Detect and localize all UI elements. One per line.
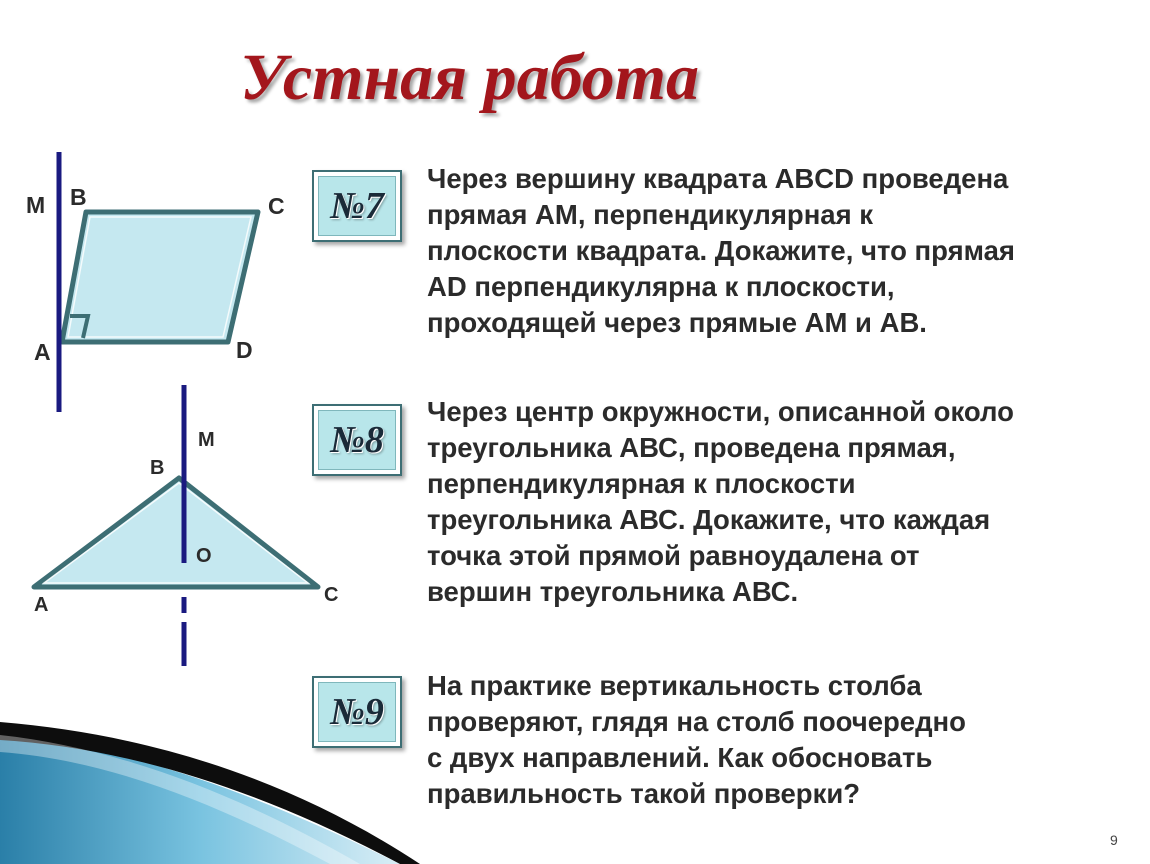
label-d: D <box>236 337 253 363</box>
task-7-line-5: проходящей через прямые АМ и АВ. <box>427 307 927 338</box>
label-a-2: A <box>34 594 49 616</box>
triangle-abc <box>34 478 318 587</box>
task-8-badge <box>312 404 402 476</box>
task-9-text <box>427 668 1127 812</box>
page-title: Устная работа <box>240 41 700 114</box>
task-7-line-2: прямая АМ, перпендикулярная к <box>427 199 874 230</box>
label-c: C <box>268 193 285 219</box>
figure-triangle-abc <box>34 385 338 666</box>
task-8-line-1: Через центр окружности, описанной около <box>427 396 1014 427</box>
label-o: O <box>196 545 212 567</box>
label-c-2: C <box>324 584 339 606</box>
task-7-text <box>427 161 1127 341</box>
task-7-line-3: плоскости квадрата. Докажите, что прямая <box>427 235 1015 266</box>
task-8-line-5: точка этой прямой равноудалена от <box>427 540 920 571</box>
page-number: 9 <box>1110 832 1118 848</box>
task-8-line-2: треугольника АВС, проведена прямая, <box>427 432 956 463</box>
figure-square-abcd <box>26 152 285 412</box>
task-8-line-6: вершин треугольника АВС. <box>427 576 799 607</box>
label-b-2: B <box>150 457 165 479</box>
task-9-line-1: На практике вертикальность столба <box>427 670 922 701</box>
task-7-badge-label: №7 <box>318 176 396 236</box>
task-9-badge-label: №9 <box>318 682 396 742</box>
task-8-line-3: перпендикулярная к плоскости <box>427 468 856 499</box>
task-9-line-4: правильность такой проверки? <box>427 778 861 809</box>
parallelogram-abcd <box>62 212 258 342</box>
task-7-line-1: Через вершину квадрата ABCD проведена <box>427 163 1009 194</box>
task-8-line-4: треугольника АВС. Докажите, что каждая <box>427 504 991 535</box>
label-m: M <box>26 192 46 218</box>
label-m-2: M <box>198 429 215 451</box>
task-7-line-4: AD перпендикулярна к плоскости, <box>427 271 895 302</box>
task-9-line-3: с двух направлений. Как обосновать <box>427 742 933 773</box>
task-9-badge <box>312 676 402 748</box>
task-7-badge <box>312 170 402 242</box>
task-9-line-2: проверяют, глядя на столб поочередно <box>427 706 966 737</box>
label-b: B <box>70 184 87 210</box>
task-8-text <box>427 394 1127 610</box>
task-8-badge-label: №8 <box>318 410 396 470</box>
label-a: A <box>34 339 51 365</box>
